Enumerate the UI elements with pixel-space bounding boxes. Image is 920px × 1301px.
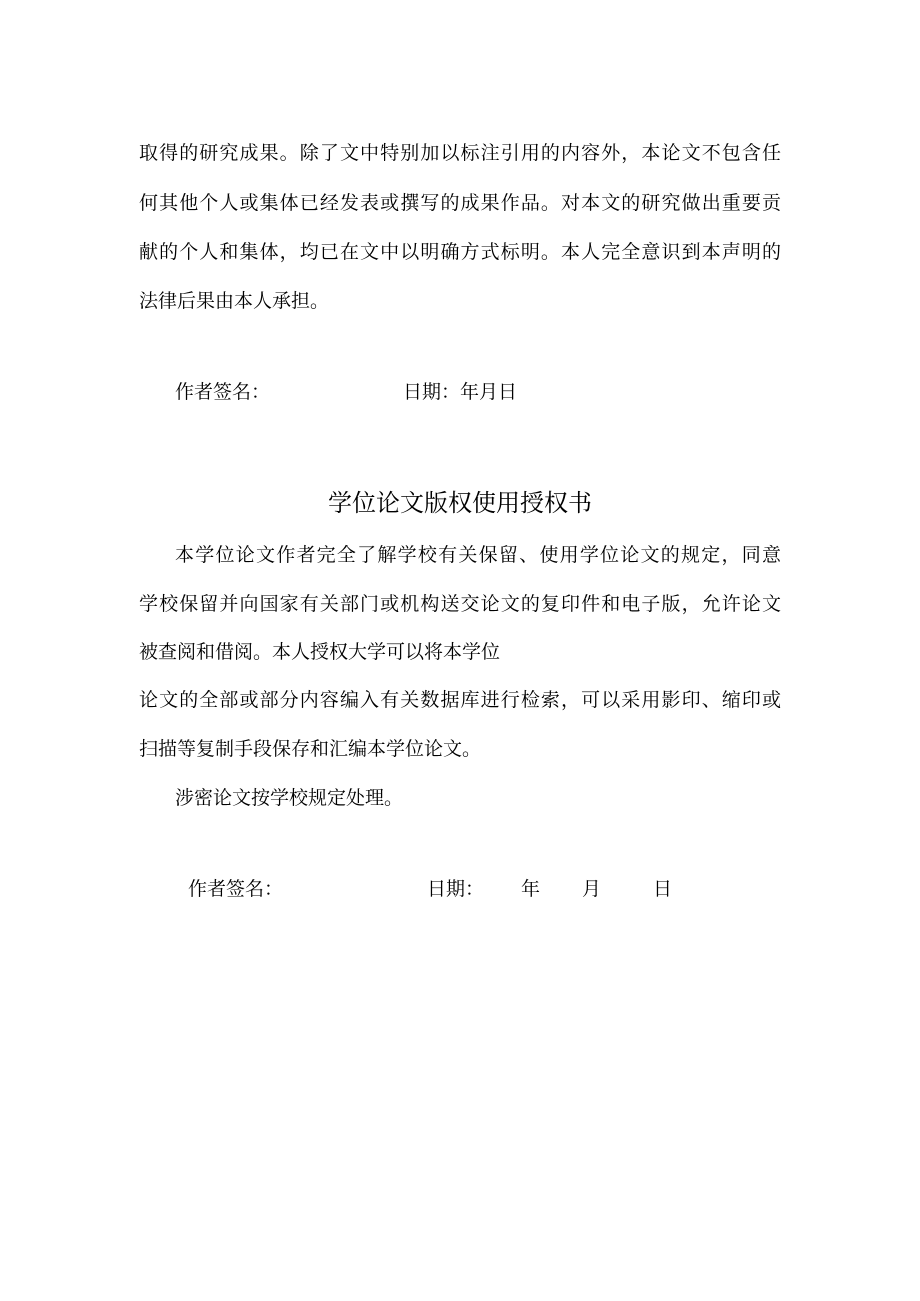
declaration-line: 献的个人和集体，均已在文中以明确方式标明。本人完全意识到本声明的 [139,241,781,263]
authorization-signature-label: 作者签名： [188,878,284,900]
declaration-line: 何其他个人或集体已经发表或撰写的成果作品。对本文的研究做出重要贡 [139,192,781,214]
declaration-line: 法律后果由本人承担。 [139,290,330,312]
authorization-line: 被查阅和借阅。本人授权大学可以将本学位 [139,641,501,663]
authorization-line: 扫描等复制手段保存和汇编本学位论文。 [139,738,482,760]
declaration-line: 取得的研究成果。除了文中特别加以标注引用的内容外，本论文不包含任 [139,142,781,164]
page-title: 学位论文版权使用授权书 [328,489,592,517]
authorization-line: 论文的全部或部分内容编入有关数据库进行检索，可以采用影印、缩印或 [139,689,781,711]
month-label: 月 [582,878,602,900]
authorization-line: 本学位论文作者完全了解学校有关保留、使用学位论文的规定，同意 [175,544,781,566]
secret-note: 涉密论文按学校规定处理。 [175,787,404,809]
day-label: 日 [653,878,673,900]
declaration-signature-label: 作者签名： [175,381,271,403]
authorization-line: 学校保留并向国家有关部门或机构送交论文的复印件和电子版，允许论文 [139,593,781,615]
authorization-date-label: 日期： [427,878,485,900]
declaration-date-label: 日期：年月日 [403,381,518,403]
year-label: 年 [521,878,541,900]
